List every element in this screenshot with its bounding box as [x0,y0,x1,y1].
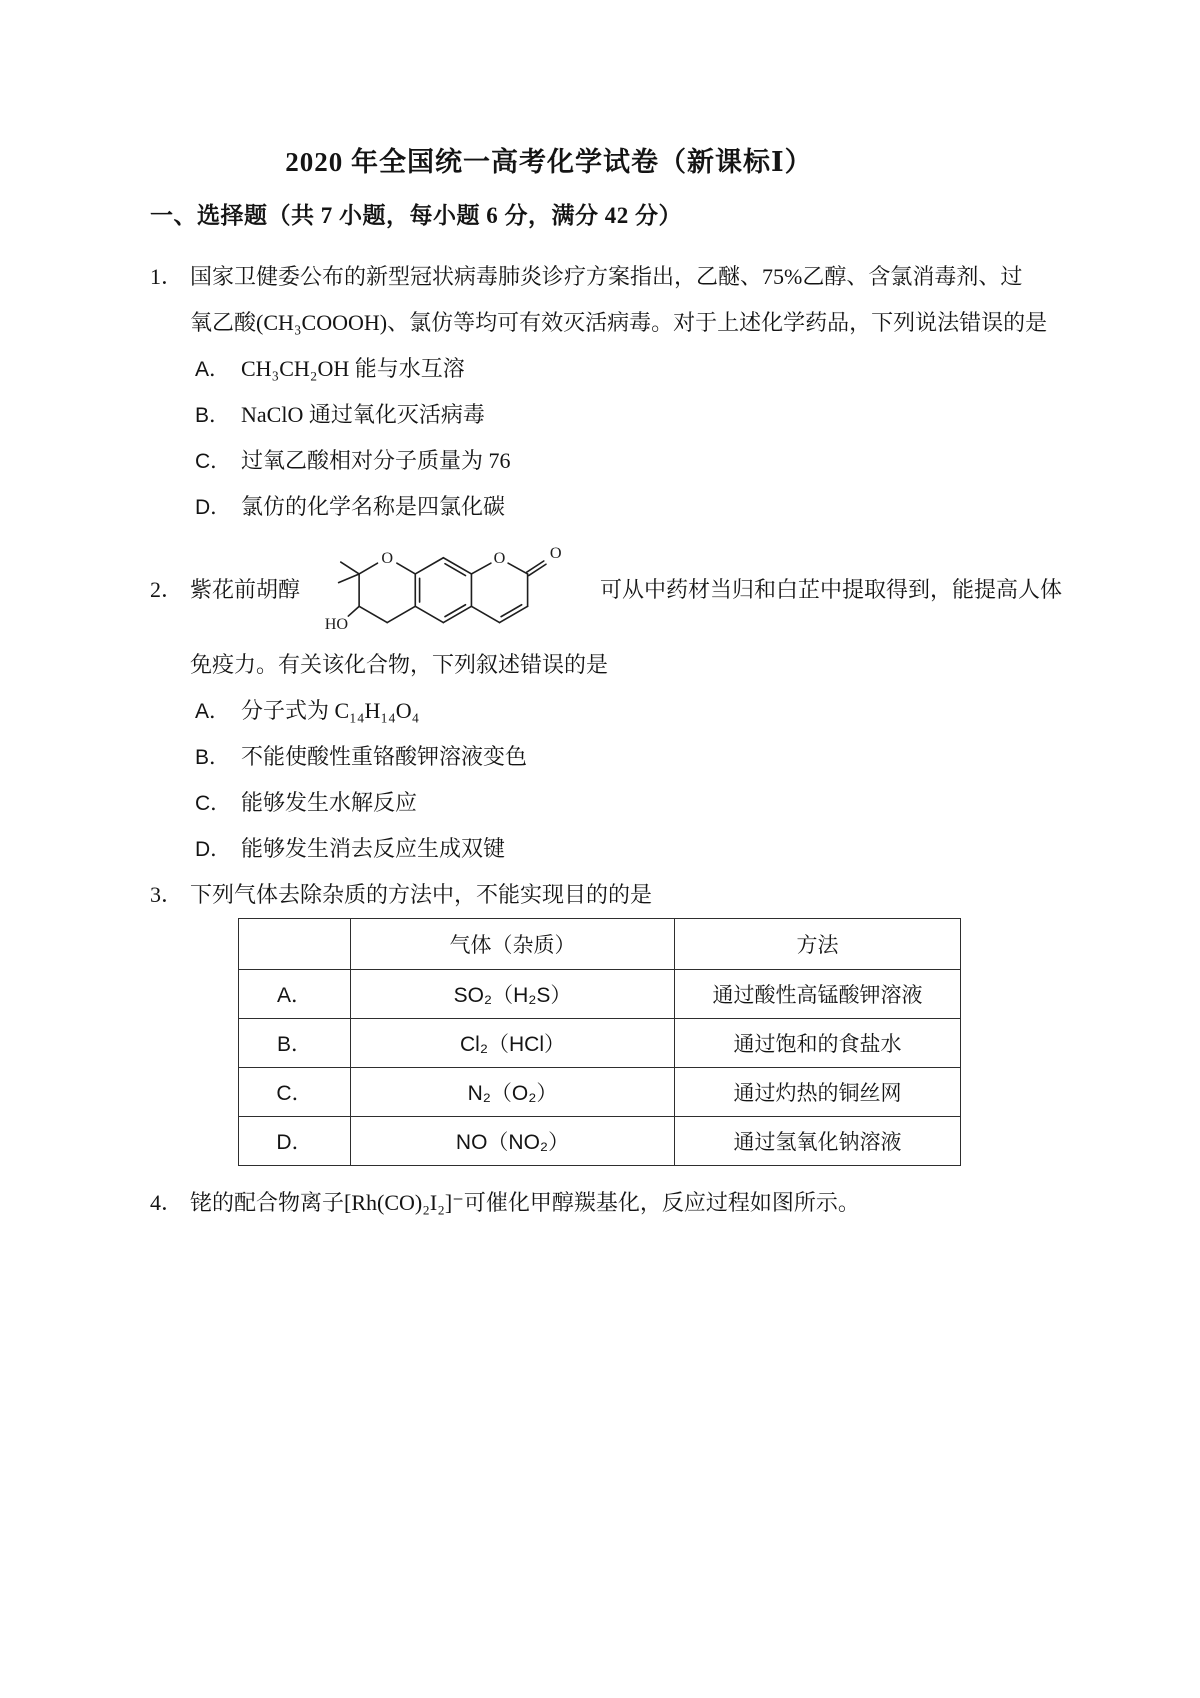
question-2-number: 2． [150,576,184,602]
question-2-line2: 免疫力。有关该化合物，下列叙述错误的是 [190,652,609,677]
question-1-option-c [195,438,1053,484]
table-header-row [239,919,961,970]
row-gas: SO₂（H₂S） [351,970,675,1019]
atom-label-oxygen-ring: O [493,549,506,568]
question-4 [150,1180,1053,1226]
atom-label-hydroxyl: HO [324,615,349,634]
section-heading: 一、选择题（共 7 小题，每小题 6 分，满分 42 分） [150,203,682,228]
row-method: 通过酸性高锰酸钾溶液 [675,970,961,1019]
question-2 [150,534,1063,872]
option-text: 分子式为 C₁₄H₁₄O₄ [241,698,420,723]
atom-label-oxygen-carbonyl: O [549,543,562,562]
row-method: 通过灼热的铜丝网 [675,1068,961,1117]
question-2-intro [150,573,300,604]
option-text: 能够发生消去反应生成双键 [241,836,506,861]
option-label: D． [195,496,232,519]
question-1 [150,254,1053,530]
question-3-text: 下列气体去除杂质的方法中，不能实现目的的是 [190,882,653,907]
question-2-option-c [195,780,1053,826]
question-1-line2: 氧乙酸(CH₃COOOH)、氯仿等均可有效灭活病毒。对于上述化学药品，下列说法错误的是 [190,310,1048,335]
question-1-number: 1． [150,264,184,289]
row-method: 通过饱和的食盐水 [675,1019,961,1068]
option-label: A． [195,700,231,723]
table-row-b [239,1019,961,1068]
row-method: 通过氢氧化钠溶液 [675,1117,961,1166]
option-label: B． [195,746,231,769]
question-2-compound-name: 紫花前胡醇 [190,576,301,602]
question-2-text-after-structure: 可从中药材当归和白芷中提取得到，能提高人体 [600,576,1063,602]
table-header-method: 方法 [675,919,961,970]
option-label: C． [195,450,232,473]
bond-lines [339,558,546,623]
row-label: A． [239,970,351,1019]
question-3 [150,872,1053,1166]
row-label: D． [239,1117,351,1166]
row-gas: NO（NO₂） [351,1117,675,1166]
option-label: B． [195,404,231,427]
row-label: B． [239,1019,351,1068]
option-label: D． [195,838,232,861]
option-text: 能够发生水解反应 [241,790,418,815]
option-label: A． [195,358,231,381]
option-text: 不能使酸性重铬酸钾溶液变色 [241,744,528,769]
question-2-option-b [195,734,1053,780]
row-gas: Cl₂（HCl） [351,1019,675,1068]
question-1-line1 [150,254,1053,300]
option-text: NaClO 通过氧化灭活病毒 [241,402,485,427]
question-3-number: 3． [150,882,184,907]
question-1-text: 国家卫健委公布的新型冠状病毒肺炎诊疗方案指出，乙醚、75%乙醇、含氯消毒剂、过 [190,264,1023,289]
table-row-a [239,970,961,1019]
question-2-line1 [150,534,1063,642]
question-3-line [150,872,1053,918]
question-2-option-d [195,826,1053,872]
question-1-option-a [195,346,1053,392]
question-4-number: 4． [150,1190,184,1215]
row-gas: N₂（O₂） [351,1068,675,1117]
gas-purification-table [238,918,961,1166]
option-text: 氯仿的化学名称是四氯化碳 [241,494,506,519]
table-row-c [239,1068,961,1117]
option-text: CH₃CH₂OH 能与水互溶 [241,356,465,381]
table-row-d [239,1117,961,1166]
table-header-blank [239,919,351,970]
question-2-option-a [195,688,1053,734]
question-1-option-d [195,484,1053,530]
question-1-option-b [195,392,1053,438]
option-label: C． [195,792,232,815]
question-4-text: 铑的配合物离子[Rh(CO)₂I₂]⁻可催化甲醇羰基化，反应过程如图所示。 [190,1190,860,1215]
option-text: 过氧乙酸相对分子质量为 76 [241,448,511,473]
atom-label-oxygen-left: O [381,549,394,568]
decursinol-structure-diagram [314,534,590,642]
table-header-gas: 气体（杂质） [351,919,675,970]
page-title: 2020 年全国统一高考化学试卷（新课标Ⅰ） [285,147,813,177]
row-label: C． [239,1068,351,1117]
